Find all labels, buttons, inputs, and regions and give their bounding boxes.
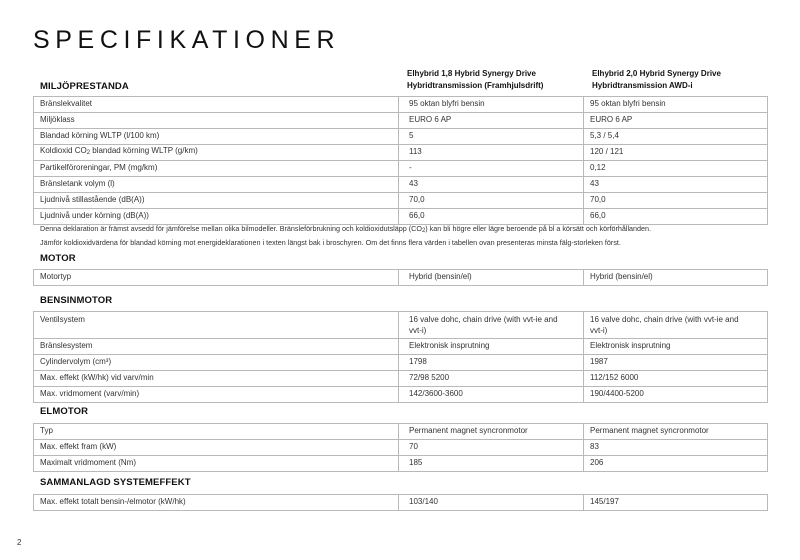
- page-title: SPECIFIKATIONER: [33, 26, 341, 54]
- value-line: 16 valve dohc, chain drive (with vvt-ie and: [590, 315, 739, 324]
- row-label: Motortyp: [34, 270, 399, 286]
- row-label: Max. effekt fram (kW): [34, 440, 399, 456]
- table-row: [34, 113, 768, 129]
- column-header-line: Hybridtransmission (Framhjulsdrift): [407, 81, 544, 90]
- row-value-2: 43: [584, 177, 768, 193]
- table-row: [34, 495, 768, 511]
- row-value-2: 5,3 / 5,4: [584, 129, 768, 145]
- value-line: 16 valve dohc, chain drive (with vvt-ie and: [409, 315, 558, 324]
- row-value-1: 103/140: [399, 495, 584, 511]
- row-value-2: [584, 312, 768, 339]
- row-value-2: 70,0: [584, 193, 768, 209]
- table-bensinmotor: [33, 311, 768, 403]
- table-row: [34, 193, 768, 209]
- row-value-2: 190/4400-5200: [584, 387, 768, 403]
- row-value-1: [399, 312, 584, 339]
- row-value-2: 112/152 6000: [584, 371, 768, 387]
- row-value-1: 142/3600-3600: [399, 387, 584, 403]
- row-label: Bränsletank volym (l): [34, 177, 399, 193]
- row-value-1: 113: [399, 145, 584, 161]
- row-value-1: 185: [399, 456, 584, 472]
- section-title-motor: MOTOR: [40, 253, 76, 264]
- row-label: Typ: [34, 424, 399, 440]
- table-row: [34, 387, 768, 403]
- row-value-1: EURO 6 AP: [399, 113, 584, 129]
- note-line: Jämför koldioxidvärdena för blandad körning mot energideklarationen i texten längst bak i broschyren. Om det finns flera värden i tabellen ovan presenteras minsta fälg-storleken först.: [40, 238, 621, 247]
- column-header-hybrid-20: [592, 68, 772, 92]
- row-value-1: Permanent magnet syncronmotor: [399, 424, 584, 440]
- row-value-2: Elektronisk insprutning: [584, 339, 768, 355]
- section-title-miljoprestanda: MILJÖPRESTANDA: [40, 81, 129, 92]
- table-row: [34, 424, 768, 440]
- declaration-note: [40, 223, 770, 248]
- table-sammanlagd-systemeffekt: [33, 494, 768, 511]
- table-elmotor: [33, 423, 768, 472]
- row-value-2: Permanent magnet syncronmotor: [584, 424, 768, 440]
- row-label: Partikelföroreningar, PM (mg/km): [34, 161, 399, 177]
- table-row: [34, 456, 768, 472]
- table-row: [34, 177, 768, 193]
- row-value-1: 5: [399, 129, 584, 145]
- row-value-1: -: [399, 161, 584, 177]
- row-value-1: 70,0: [399, 193, 584, 209]
- section-title-bensinmotor: BENSINMOTOR: [40, 295, 113, 306]
- note-part: ) kan bli högre eller lägre beroende på bl a körsätt och körförhållanden.: [425, 224, 652, 233]
- row-label: Miljöklass: [34, 113, 399, 129]
- label-part: Koldioxid CO: [40, 146, 87, 156]
- table-miljoprestanda: [33, 96, 768, 225]
- row-value-1: Elektronisk insprutning: [399, 339, 584, 355]
- value-line: vvt-i): [590, 325, 608, 335]
- table-row: [34, 270, 768, 286]
- label-part: blandad körning WLTP (g/km): [90, 146, 198, 156]
- row-value-1: Hybrid (bensin/el): [399, 270, 584, 286]
- row-value-1: 1798: [399, 355, 584, 371]
- value-line: vvt-i): [409, 325, 427, 335]
- row-value-1: 70: [399, 440, 584, 456]
- column-header-line: Elhybrid 1,8 Hybrid Synergy Drive: [407, 69, 536, 78]
- row-label: Bränslekvalitet: [34, 97, 399, 113]
- row-value-2: EURO 6 AP: [584, 113, 768, 129]
- row-value-2: 145/197: [584, 495, 768, 511]
- section-title-elmotor: ELMOTOR: [40, 406, 89, 417]
- note-line: [40, 223, 770, 237]
- table-row: [34, 145, 768, 161]
- subscript: 2: [86, 150, 91, 157]
- note-part: Denna deklaration är främst avsedd för jämförelse mellan olika bilmodeller. Bränsleförbrukning och koldioxidutsläpp (CO: [40, 224, 422, 233]
- row-value-1: 43: [399, 177, 584, 193]
- column-header-line: Hybridtransmission AWD-i: [592, 81, 693, 90]
- page-number: 2: [17, 538, 22, 547]
- row-label: Ljudnivå under körning (dB(A)): [34, 209, 399, 225]
- table-motor: [33, 269, 768, 286]
- table-row: [34, 129, 768, 145]
- subscript: 2: [421, 228, 426, 234]
- row-label: Max. effekt totalt bensin-/elmotor (kW/hk): [34, 495, 399, 511]
- row-label: Max. effekt (kW/hk) vid varv/min: [34, 371, 399, 387]
- row-label: Blandad körning WLTP (l/100 km): [34, 129, 399, 145]
- row-value-2: 0,12: [584, 161, 768, 177]
- row-value-2: 1987: [584, 355, 768, 371]
- table-row: [34, 97, 768, 113]
- column-header-hybrid-18: [407, 68, 587, 92]
- row-label: Maximalt vridmoment (Nm): [34, 456, 399, 472]
- table-row: [34, 355, 768, 371]
- table-row: [34, 161, 768, 177]
- column-header-line: Elhybrid 2,0 Hybrid Synergy Drive: [592, 69, 721, 78]
- row-label: Cylindervolym (cm³): [34, 355, 399, 371]
- table-row: [34, 440, 768, 456]
- row-value-2: 66,0: [584, 209, 768, 225]
- section-title-sammanlagd-systemeffekt: SAMMANLAGD SYSTEMEFFEKT: [40, 477, 191, 488]
- row-label: Bränslesystem: [34, 339, 399, 355]
- row-value-1: 95 oktan blyfri bensin: [399, 97, 584, 113]
- row-value-2: Hybrid (bensin/el): [584, 270, 768, 286]
- row-label: Ventilsystem: [34, 312, 399, 339]
- row-label: Ljudnivå stillastående (dB(A)): [34, 193, 399, 209]
- table-row: [34, 339, 768, 355]
- table-row: [34, 312, 768, 339]
- row-value-2: 120 / 121: [584, 145, 768, 161]
- row-value-2: 95 oktan blyfri bensin: [584, 97, 768, 113]
- row-value-2: 83: [584, 440, 768, 456]
- row-label: [34, 145, 399, 161]
- row-value-1: 72/98 5200: [399, 371, 584, 387]
- row-value-1: 66,0: [399, 209, 584, 225]
- row-label: Max. vridmoment (varv/min): [34, 387, 399, 403]
- table-row: [34, 371, 768, 387]
- row-value-2: 206: [584, 456, 768, 472]
